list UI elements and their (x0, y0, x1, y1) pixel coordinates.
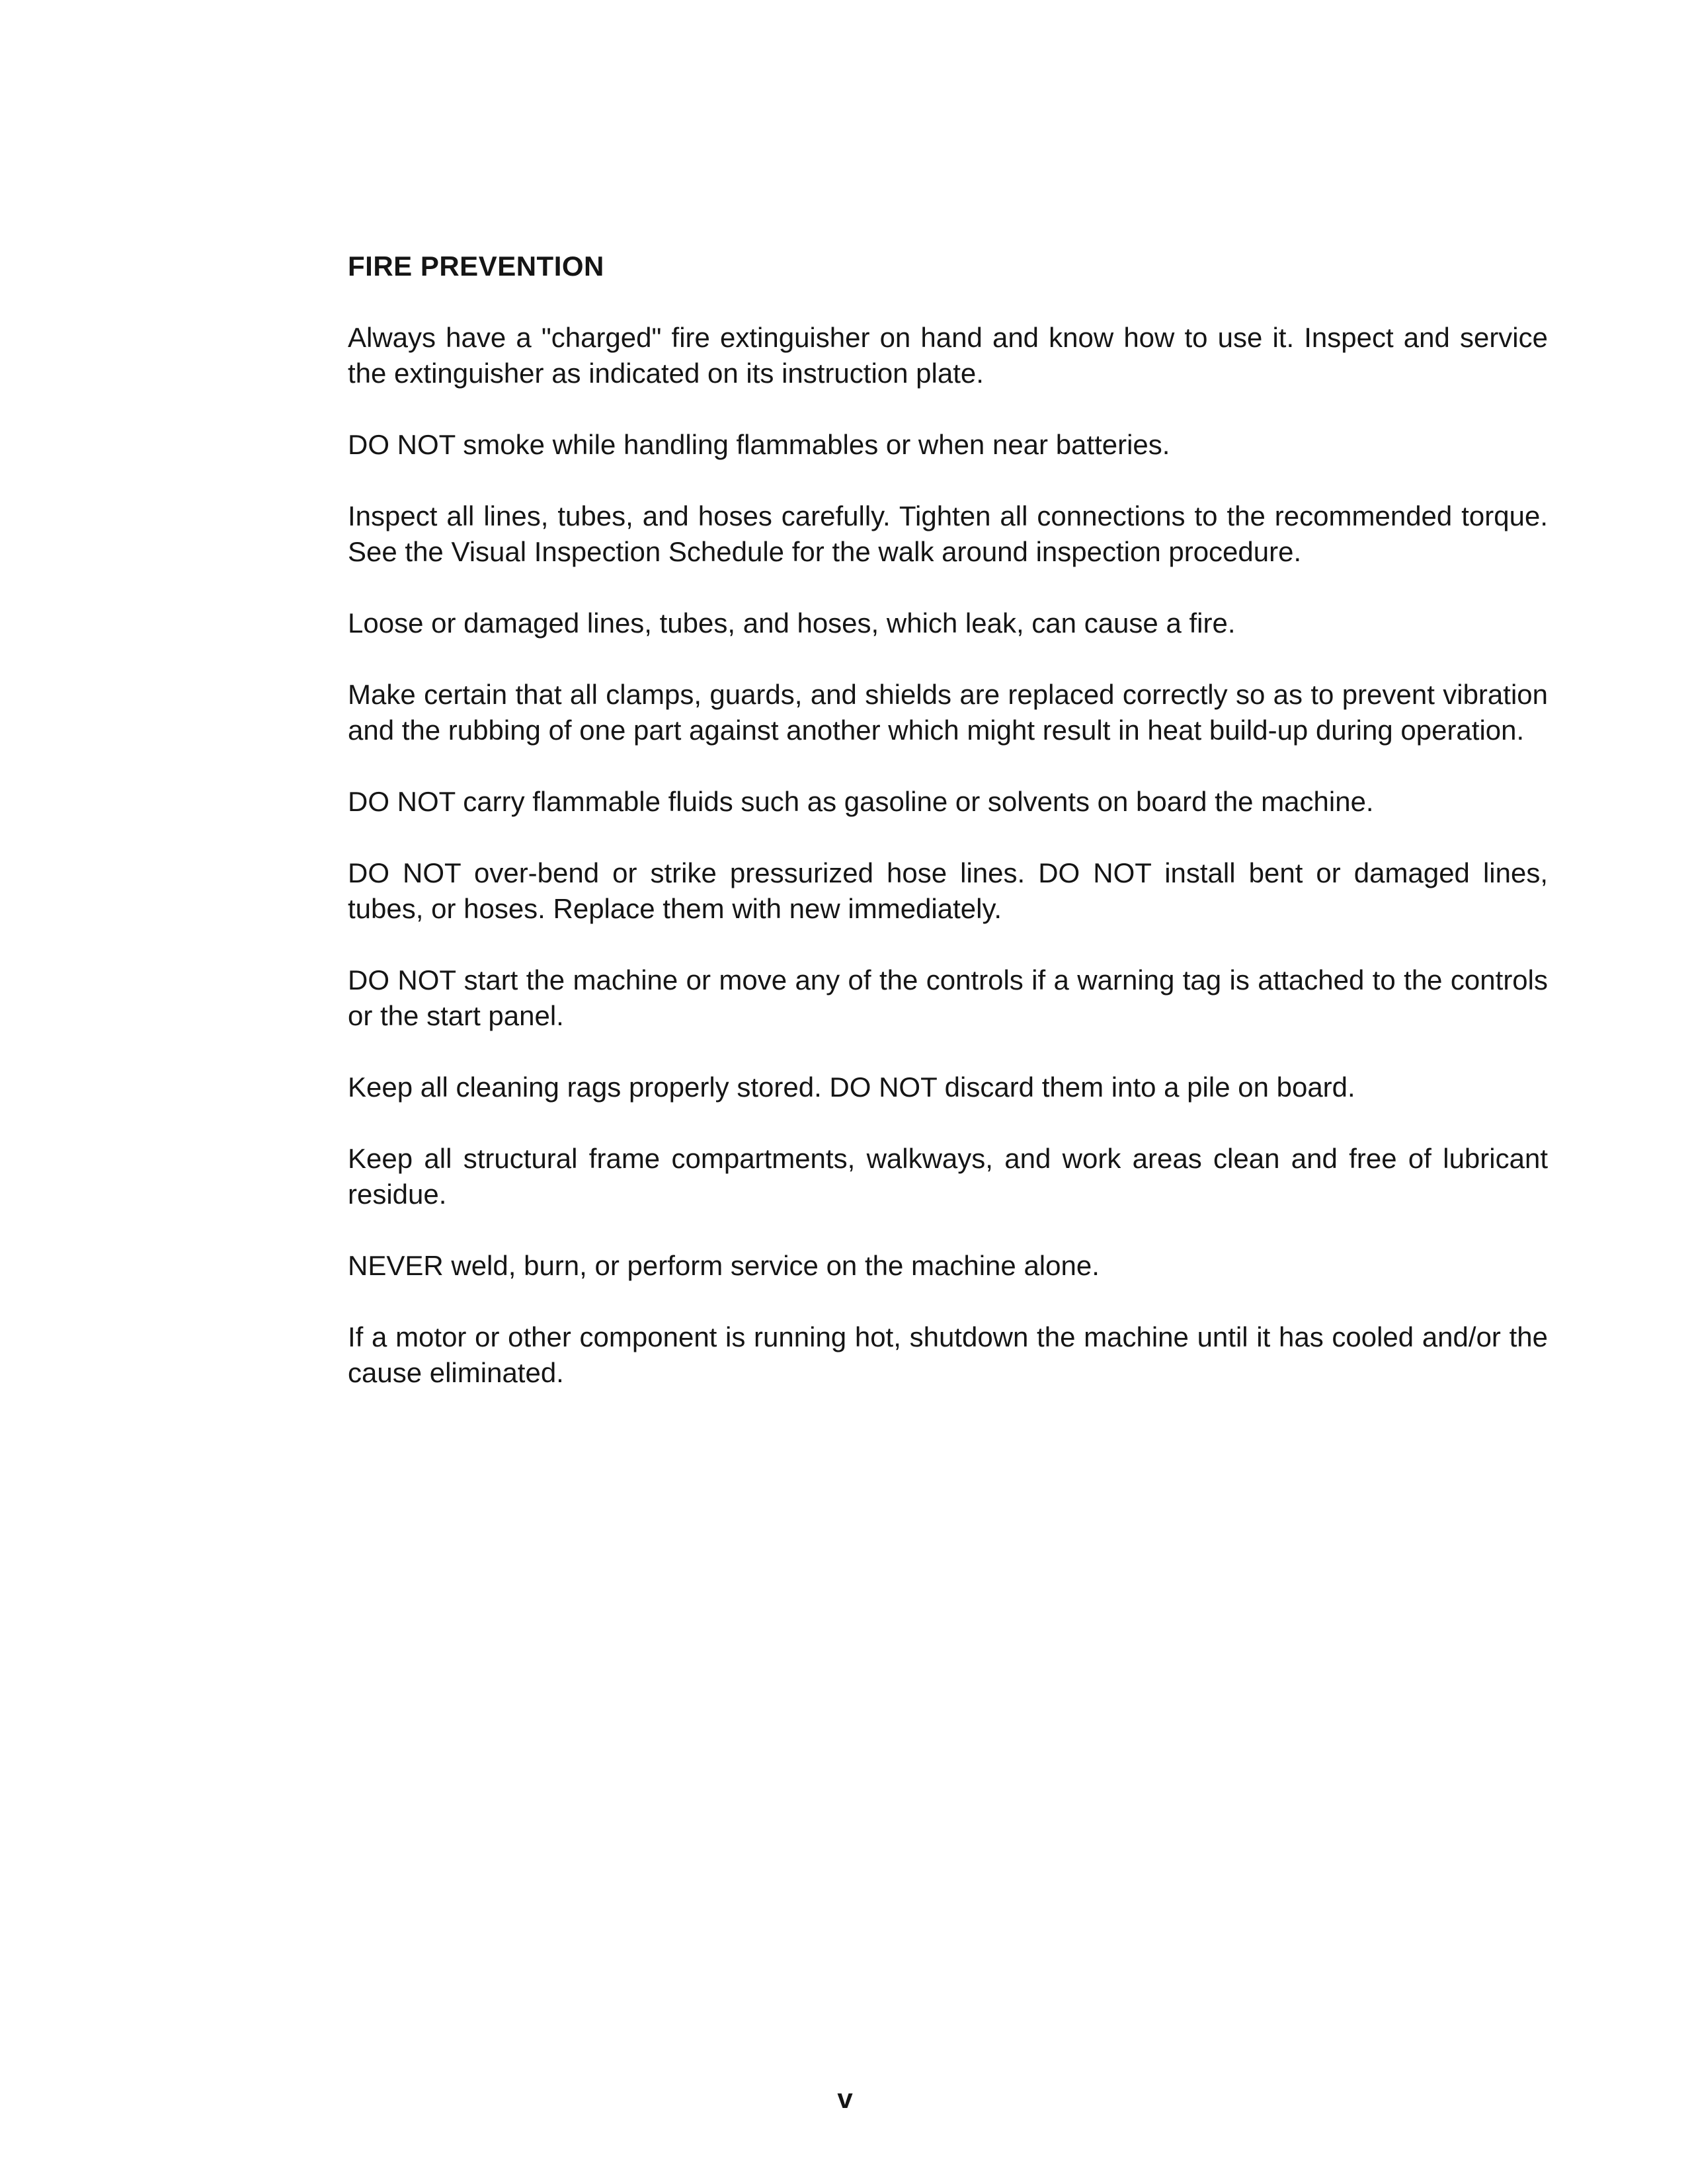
paragraph-hose-lines: DO NOT over-bend or strike pressurized hose lines. DO NOT install bent or damaged lines, tubes, or hoses. Replace them with new immediately. (348, 857, 1548, 924)
paragraph-clamps-guards: Make certain that all clamps, guards, and shields are replaced correctly so as to prevent vibration and the rubbing of one part against another which might result in heat build-up during operation. (348, 679, 1548, 746)
paragraph-no-smoking: DO NOT smoke while handling flammables or when near batteries. (348, 429, 1170, 460)
paragraph-running-hot: If a motor or other component is running hot, shutdown the machine until it has cooled and/or the cause eliminated. (348, 1321, 1548, 1388)
paragraph-compartments: Keep all structural frame compartments, walkways, and work areas clean and free of lubricant residue. (348, 1143, 1548, 1210)
paragraph-extinguisher: Always have a "charged" fire extinguisher on hand and know how to use it. Inspect and service the extinguisher as indicated on its instruction plate. (348, 322, 1548, 389)
section-heading: FIRE PREVENTION (348, 251, 604, 282)
page-number: v (837, 2083, 853, 2114)
paragraph-flammable-fluids: DO NOT carry flammable fluids such as gasoline or solvents on board the machine. (348, 786, 1374, 817)
paragraph-loose-lines: Loose or damaged lines, tubes, and hoses, which leak, can cause a fire. (348, 607, 1236, 639)
paragraph-never-weld: NEVER weld, burn, or perform service on the machine alone. (348, 1250, 1100, 1281)
paragraph-cleaning-rags: Keep all cleaning rags properly stored. DO NOT discard them into a pile on board. (348, 1072, 1355, 1103)
paragraph-inspect-lines: Inspect all lines, tubes, and hoses carefully. Tighten all connections to the recommended torque. See the Visual Inspection Schedule for the walk around inspection procedure. (348, 500, 1548, 567)
paragraph-warning-tag: DO NOT start the machine or move any of the controls if a warning tag is attached to the controls or the start panel. (348, 964, 1548, 1031)
page-content (348, 249, 1548, 1426)
